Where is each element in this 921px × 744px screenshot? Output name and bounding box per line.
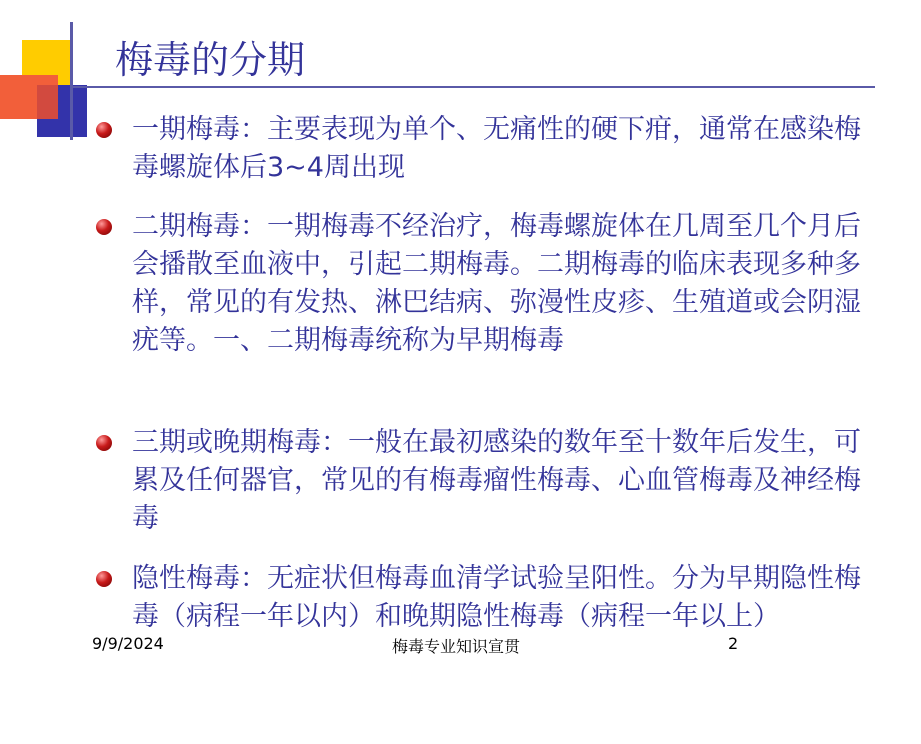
footer-date: 9/9/2024 — [92, 634, 164, 653]
bullet-text: 三期或晚期梅毒：一般在最初感染的数年至十数年后发生，可累及任何器官，常见的有梅毒瘤性梅毒、心血管梅毒及神经梅毒 — [132, 427, 861, 534]
bullet-item-primary — [96, 111, 886, 187]
bullet-icon — [96, 219, 112, 235]
bullet-text: 二期梅毒：一期梅毒不经治疗，梅毒螺旋体在几周至几个月后会播散至血液中，引起二期梅毒。二期梅毒的临床表现多种多样，常见的有发热、淋巴结病、弥漫性皮疹、生殖道或会阴湿疣等。一、二期梅毒统称为早期梅毒 — [132, 211, 861, 356]
bullet-icon — [96, 122, 112, 138]
slide-title: 梅毒的分期 — [115, 38, 306, 82]
footer-title: 梅毒专业知识宣贯 — [392, 637, 521, 656]
bullet-icon — [96, 435, 112, 451]
page-number: 2 — [728, 634, 739, 653]
bullet-text: 隐性梅毒：无症状但梅毒血清学试验呈阳性。分为早期隐性梅毒（病程一年以内）和晚期隐性梅毒（病程一年以上） — [132, 563, 861, 632]
bullet-text: 一期梅毒：主要表现为单个、无痛性的硬下疳，通常在感染梅毒螺旋体后3~4周出现 — [132, 114, 861, 183]
bullet-item-tertiary — [96, 424, 886, 538]
title-underline — [70, 86, 875, 88]
bullet-item-secondary — [96, 208, 886, 360]
bullet-icon — [96, 571, 112, 587]
decor-square-overlap — [37, 85, 58, 119]
bullet-item-latent — [96, 560, 886, 636]
decor-vertical-line — [70, 22, 73, 140]
